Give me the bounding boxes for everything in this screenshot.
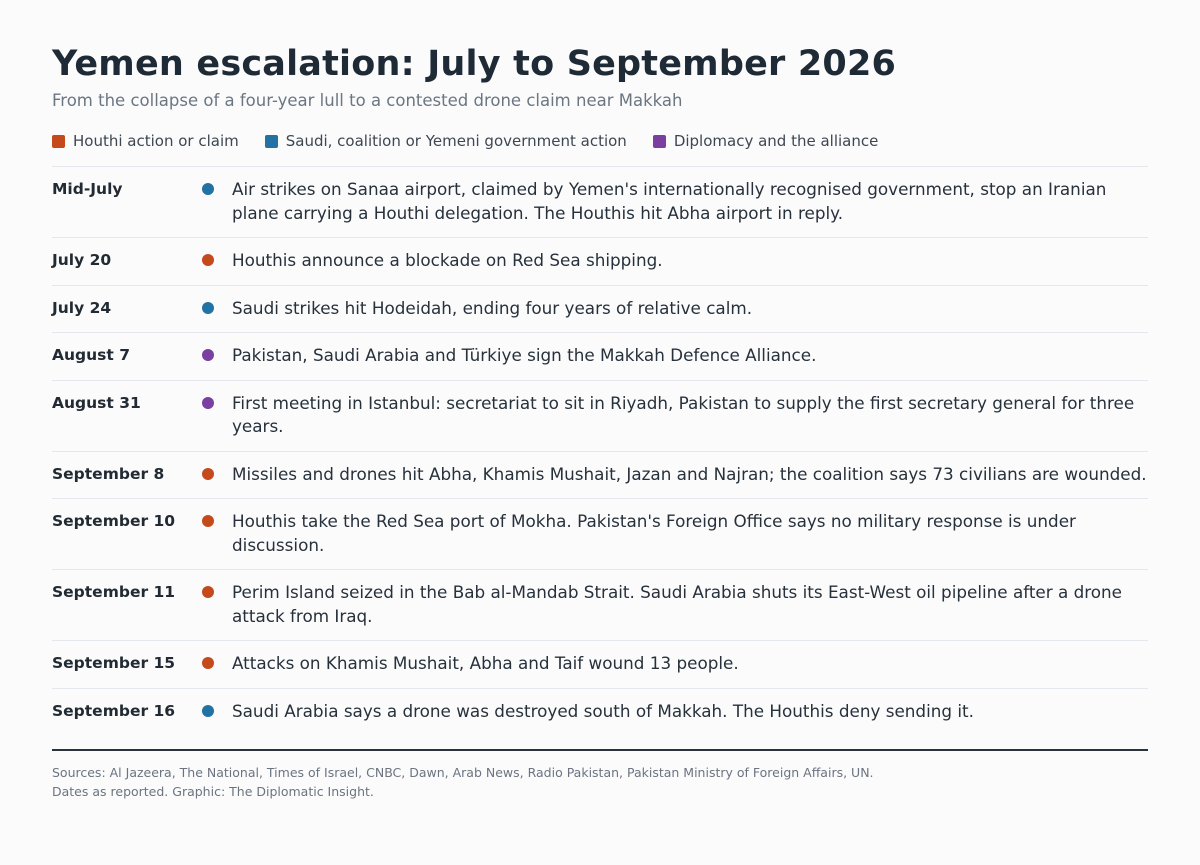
event-date: September 16 bbox=[52, 701, 176, 720]
event-marker bbox=[202, 510, 232, 532]
page-subtitle: From the collapse of a four-year lull to a contested drone claim near Makkah bbox=[52, 91, 683, 110]
credit-line: Dates as reported. Graphic: The Diplomatic Insight. bbox=[52, 784, 374, 799]
legend-swatch bbox=[653, 135, 666, 148]
event-marker bbox=[202, 463, 232, 485]
footer-divider bbox=[52, 749, 1148, 751]
event-date: Mid-July bbox=[52, 180, 123, 198]
event-marker bbox=[202, 178, 232, 200]
event-date: September 11 bbox=[52, 583, 176, 601]
event-text: Attacks on Khamis Mushait, Abha and Taif wound 13 people. bbox=[232, 653, 739, 673]
event-marker bbox=[202, 652, 232, 674]
event-text: Saudi Arabia says a drone was destroyed south of Makkah. The Houthis deny sending it. bbox=[232, 700, 974, 721]
timeline-row bbox=[52, 641, 1148, 689]
legend-label: Saudi, coalition or Yemeni government action bbox=[285, 132, 627, 150]
sources-line: Sources: Al Jazeera, The National, Times of Israel, CNBC, Dawn, Arab News, Radio Pakistan, Pakistan Ministry of Foreign Affairs, UN. bbox=[52, 765, 874, 780]
timeline-row bbox=[52, 238, 1148, 286]
event-date: July 24 bbox=[52, 298, 112, 317]
event-marker bbox=[202, 344, 232, 366]
timeline-list bbox=[52, 166, 1148, 735]
footer bbox=[52, 763, 1148, 801]
timeline-row bbox=[52, 381, 1148, 452]
event-date: August 31 bbox=[52, 393, 141, 412]
event-text: Perim Island seized in the Bab al-Mandab Strait. Saudi Arabia shuts its East-West oil pipeline after a drone attack from Iraq. bbox=[232, 582, 1123, 626]
event-text: Houthis announce a blockade on Red Sea shipping. bbox=[232, 250, 663, 270]
category-dot-icon bbox=[202, 705, 214, 717]
timeline-row bbox=[52, 333, 1148, 381]
timeline-graphic bbox=[52, 44, 1148, 801]
event-date: September 10 bbox=[52, 512, 176, 530]
legend-item-diplomacy bbox=[653, 132, 879, 150]
timeline-row bbox=[52, 689, 1148, 736]
timeline-row bbox=[52, 167, 1148, 238]
legend bbox=[52, 130, 1148, 152]
category-dot-icon bbox=[202, 397, 214, 409]
legend-label: Houthi action or claim bbox=[73, 132, 239, 150]
timeline-row bbox=[52, 286, 1148, 334]
timeline-row bbox=[52, 499, 1148, 570]
page-title: Yemen escalation: July to September 2026 bbox=[52, 44, 897, 84]
legend-item-houthi bbox=[52, 132, 239, 150]
event-marker bbox=[202, 392, 232, 414]
category-dot-icon bbox=[202, 183, 214, 195]
legend-label: Diplomacy and the alliance bbox=[673, 132, 879, 150]
event-marker bbox=[202, 297, 232, 319]
category-dot-icon bbox=[202, 515, 214, 527]
category-dot-icon bbox=[202, 349, 214, 361]
event-date: August 7 bbox=[52, 346, 130, 364]
timeline-row bbox=[52, 570, 1148, 641]
event-text: Saudi strikes hit Hodeidah, ending four years of relative calm. bbox=[232, 297, 753, 318]
event-text: Pakistan, Saudi Arabia and Türkiye sign the Makkah Defence Alliance. bbox=[232, 345, 817, 365]
event-text: Houthis take the Red Sea port of Mokha. Pakistan's Foreign Office says no military response is under discussion. bbox=[232, 511, 1076, 555]
timeline-row bbox=[52, 452, 1148, 500]
legend-item-saudi bbox=[265, 132, 627, 150]
legend-swatch bbox=[265, 135, 278, 148]
category-dot-icon bbox=[202, 254, 214, 266]
legend-swatch bbox=[52, 135, 65, 148]
event-date: July 20 bbox=[52, 251, 112, 269]
category-dot-icon bbox=[202, 657, 214, 669]
event-marker bbox=[202, 581, 232, 603]
event-marker bbox=[202, 700, 232, 722]
event-date: September 15 bbox=[52, 654, 176, 672]
category-dot-icon bbox=[202, 468, 214, 480]
event-text: First meeting in Istanbul: secretariat to sit in Riyadh, Pakistan to supply the first secretary general for three years. bbox=[232, 392, 1135, 436]
event-date: September 8 bbox=[52, 464, 165, 483]
event-text: Missiles and drones hit Abha, Khamis Mushait, Jazan and Najran; the coalition says 73 civilians are wounded. bbox=[232, 463, 1147, 484]
category-dot-icon bbox=[202, 586, 214, 598]
event-text: Air strikes on Sanaa airport, claimed by Yemen's internationally recognised government, stop an Iranian plane carrying a Houthi delegation. The Houthis hit Abha airport in reply. bbox=[232, 179, 1107, 223]
event-marker bbox=[202, 249, 232, 271]
category-dot-icon bbox=[202, 302, 214, 314]
